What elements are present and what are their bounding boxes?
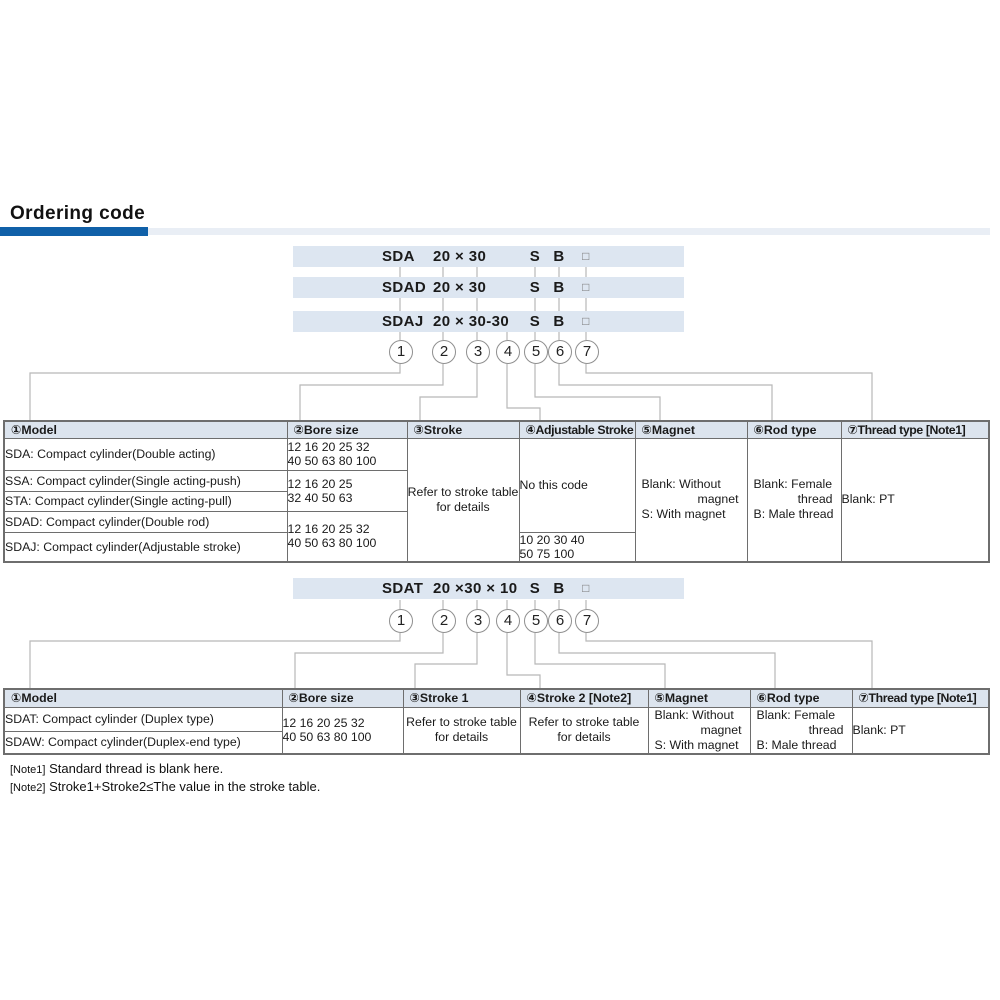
header-stroke-1: ③Stroke 1 xyxy=(403,689,520,707)
position-circle-3: 3 xyxy=(466,340,490,364)
bore-line: 40 50 63 80 100 xyxy=(287,454,377,468)
table-row xyxy=(4,438,989,470)
code-model: SDAJ xyxy=(382,313,424,330)
adjustable-stroke-sdaj-cell xyxy=(519,532,635,562)
code-magnet: S xyxy=(529,313,541,330)
note-1 xyxy=(10,761,223,776)
model-cell-sda: SDA: Compact cylinder(Double acting) xyxy=(4,438,287,470)
magnet-cell xyxy=(648,707,750,754)
note-tag: [Note1] xyxy=(10,764,46,776)
adjustable-stroke-cell: No this code xyxy=(519,438,635,532)
note-text: Standard thread is blank here. xyxy=(49,761,224,776)
code-magnet: S xyxy=(529,279,541,296)
rod-type-cell xyxy=(747,438,841,562)
code-rod: B xyxy=(553,279,565,296)
bore-line: 12 16 20 25 xyxy=(287,476,353,491)
rod-line: B: Male thread xyxy=(753,507,834,521)
code-rod: B xyxy=(553,580,565,597)
code-bar-sdat xyxy=(293,578,684,599)
ordering-table-2 xyxy=(3,688,990,755)
position-circle-2: 2 xyxy=(432,609,456,633)
adj-stroke-line: 50 75 100 xyxy=(519,546,575,561)
code-model: SDAD xyxy=(382,279,427,296)
rod-line: B: Male thread xyxy=(756,737,837,752)
code-size: 20 × 30-30 xyxy=(433,313,510,330)
model-cell-sdaj: SDAJ: Compact cylinder(Adjustable stroke) xyxy=(4,532,287,562)
rod-line: Blank: Female xyxy=(756,707,836,722)
note-text: Stroke1+Stroke2≤The value in the stroke table. xyxy=(49,779,321,794)
code-bar-sdad xyxy=(293,277,684,298)
magnet-line: Blank: Without xyxy=(654,707,734,722)
position-circle-7: 7 xyxy=(575,340,599,364)
thread-type-box: □ xyxy=(582,581,590,595)
position-circle-6: 6 xyxy=(548,609,572,633)
stroke-cell: Refer to stroke table for details xyxy=(407,438,519,562)
position-circle-5: 5 xyxy=(524,609,548,633)
rod-line: Blank: Female xyxy=(753,477,833,491)
bore-line: 12 16 20 25 32 xyxy=(287,440,370,454)
header-rod-type: ⑥Rod type xyxy=(747,421,841,438)
table2-header-row xyxy=(4,689,989,707)
bore-cell-ssa-sta xyxy=(287,470,407,511)
header-magnet: ⑤Magnet xyxy=(635,421,747,438)
position-circle-1: 1 xyxy=(389,340,413,364)
thread-type-cell: Blank: PT xyxy=(852,707,989,754)
thread-type-box: □ xyxy=(582,280,590,294)
bore-line: 32 40 50 63 xyxy=(287,490,353,505)
rod-type-cell xyxy=(750,707,852,754)
header-stroke: ③Stroke xyxy=(407,421,519,438)
header-thread-type: ⑦Thread type [Note1] xyxy=(841,421,989,438)
table-row xyxy=(4,707,989,731)
magnet-line: magnet xyxy=(700,722,742,737)
header-stroke-2: ④Stroke 2 [Note2] xyxy=(520,689,648,707)
header-rod-type: ⑥Rod type xyxy=(750,689,852,707)
bore-line: 12 16 20 25 32 xyxy=(287,522,370,536)
model-cell-sdat: SDAT: Compact cylinder (Duplex type) xyxy=(4,707,282,731)
note-tag: [Note2] xyxy=(10,782,46,794)
bore-cell-sdad-sdaj xyxy=(287,511,407,562)
header-adjustable-stroke: ④Adjustable Stroke xyxy=(519,421,635,438)
position-circle-2: 2 xyxy=(432,340,456,364)
header-model: ①Model xyxy=(4,421,287,438)
code-magnet: S xyxy=(529,248,541,265)
note-2 xyxy=(10,779,320,794)
bore-line: 12 16 20 25 32 xyxy=(282,716,365,731)
adj-stroke-line: 10 20 30 40 xyxy=(519,532,585,547)
code-rod: B xyxy=(553,248,565,265)
code-model: SDA xyxy=(382,248,415,265)
code-size: 20 ×30 × 10 xyxy=(433,580,518,597)
position-circle-6: 6 xyxy=(548,340,572,364)
code-bar-sda xyxy=(293,246,684,267)
model-cell-sdaw: SDAW: Compact cylinder(Duplex-end type) xyxy=(4,731,282,754)
position-circle-7: 7 xyxy=(575,609,599,633)
page-title: Ordering code xyxy=(10,203,146,224)
code-bar-sdaj xyxy=(293,311,684,332)
position-circle-1: 1 xyxy=(389,609,413,633)
code-model: SDAT xyxy=(382,580,424,597)
model-cell-sdad: SDAD: Compact cylinder(Double rod) xyxy=(4,511,287,532)
title-underline-light xyxy=(0,228,990,235)
code-size: 20 × 30 xyxy=(433,248,487,265)
rod-line: thread xyxy=(797,492,833,506)
ordering-table-1 xyxy=(3,420,990,563)
thread-type-box: □ xyxy=(582,314,590,328)
thread-type-box: □ xyxy=(582,249,590,263)
position-circle-4: 4 xyxy=(496,340,520,364)
bore-line: 40 50 63 80 100 xyxy=(287,536,377,550)
magnet-line: S: With magnet xyxy=(654,737,739,752)
position-circle-4: 4 xyxy=(496,609,520,633)
code-magnet: S xyxy=(529,580,541,597)
header-magnet: ⑤Magnet xyxy=(648,689,750,707)
stroke2-cell: Refer to stroke table for details xyxy=(520,707,648,754)
stroke1-cell: Refer to stroke table for details xyxy=(403,707,520,754)
magnet-line: Blank: Without xyxy=(641,477,721,491)
header-bore-size: ②Bore size xyxy=(287,421,407,438)
thread-type-cell: Blank: PT xyxy=(841,438,989,562)
bore-cell-sda xyxy=(287,438,407,470)
header-bore-size: ②Bore size xyxy=(282,689,403,707)
magnet-line: magnet xyxy=(697,492,739,506)
header-model: ①Model xyxy=(4,689,282,707)
code-size: 20 × 30 xyxy=(433,279,487,296)
model-cell-sta: STA: Compact cylinder(Single acting-pull) xyxy=(4,491,287,511)
table1-header-row xyxy=(4,421,989,438)
code-rod: B xyxy=(553,313,565,330)
header-thread-type: ⑦Thread type [Note1] xyxy=(852,689,989,707)
position-circle-3: 3 xyxy=(466,609,490,633)
rod-line: thread xyxy=(808,722,844,737)
magnet-cell xyxy=(635,438,747,562)
position-circle-5: 5 xyxy=(524,340,548,364)
title-underline-accent xyxy=(0,227,148,236)
bore-cell xyxy=(282,707,403,754)
magnet-line: S: With magnet xyxy=(641,507,726,521)
bore-line: 40 50 63 80 100 xyxy=(282,730,372,745)
model-cell-ssa: SSA: Compact cylinder(Single acting-push) xyxy=(4,470,287,491)
